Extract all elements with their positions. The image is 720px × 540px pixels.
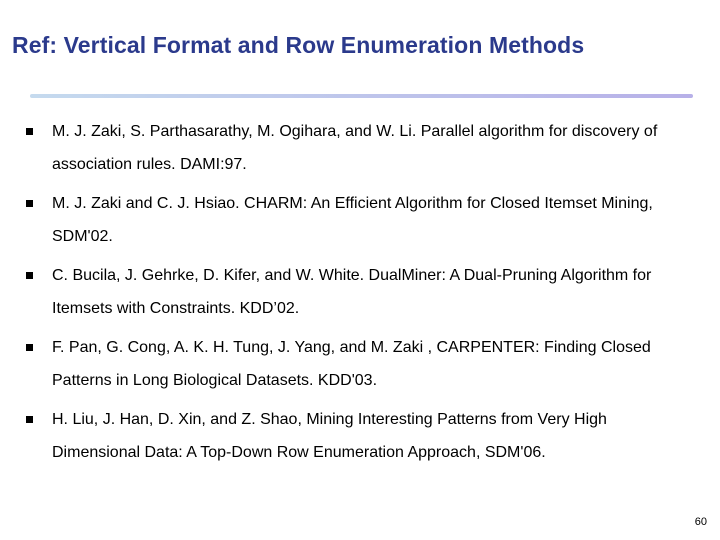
reference-item <box>24 115 694 181</box>
reference-item <box>24 403 694 469</box>
square-bullet-icon <box>26 200 33 207</box>
reference-text: C. Bucila, J. Gehrke, D. Kifer, and W. White. DualMiner: A Dual-Pruning Algorithm for Itemsets with Constraints. KDD’02. <box>52 267 652 317</box>
square-bullet-icon <box>26 272 33 279</box>
reference-text: M. J. Zaki and C. J. Hsiao. CHARM: An Efficient Algorithm for Closed Itemset Mining, SDM'02. <box>52 195 653 245</box>
reference-item <box>24 187 694 253</box>
slide-title: Ref: Vertical Format and Row Enumeration Methods <box>12 32 585 58</box>
reference-text: F. Pan, G. Cong, A. K. H. Tung, J. Yang, and M. Zaki , CARPENTER: Finding Closed Patterns in Long Biological Datasets. KDD'03. <box>52 339 651 389</box>
reference-item <box>24 331 694 397</box>
reference-list <box>24 115 694 475</box>
reference-text: M. J. Zaki, S. Parthasarathy, M. Ogihara, and W. Li. Parallel algorithm for discovery of association rules. DAMI:97. <box>52 123 658 173</box>
reference-item <box>24 259 694 325</box>
square-bullet-icon <box>26 416 33 423</box>
page-number: 60 <box>694 516 707 528</box>
reference-text: H. Liu, J. Han, D. Xin, and Z. Shao, Mining Interesting Patterns from Very High Dimensional Data: A Top-Down Row Enumeration Approach, SDM'06. <box>52 411 607 461</box>
square-bullet-icon <box>26 128 33 135</box>
title-divider <box>30 94 693 98</box>
square-bullet-icon <box>26 344 33 351</box>
